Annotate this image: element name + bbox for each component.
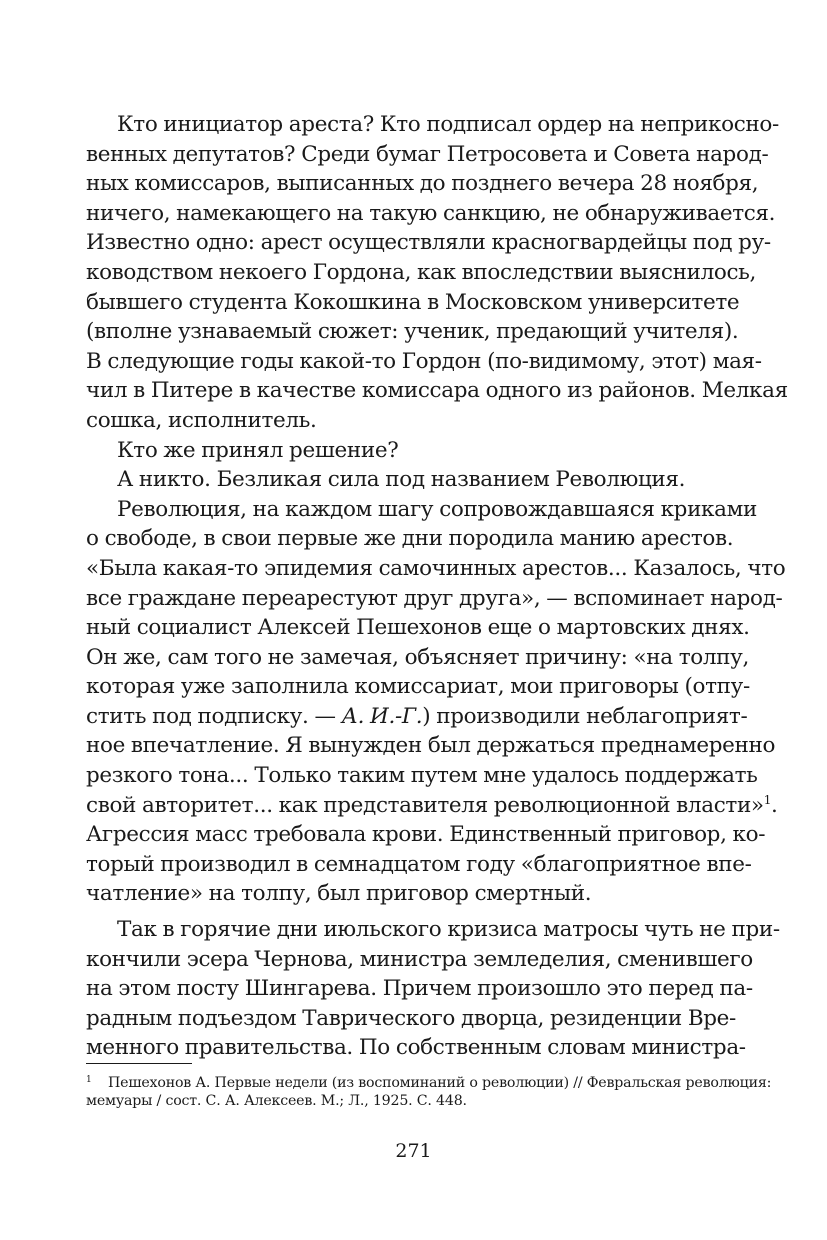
footnote-text: Пешехонов А. Первые недели (из воспоминаний о революции) // Февральская революция:	[108, 1075, 772, 1091]
text-line: резкого тона... Только таким путем мне удалось поддержать	[86, 763, 758, 789]
text-segment: ) производили неблагоприят-	[422, 703, 748, 729]
text-line: на этом посту Шингарева. Причем произошло это перед па-	[86, 976, 753, 1002]
text-line: венных депутатов? Среди бумаг Петросовета и Совета народ-	[86, 141, 769, 167]
text-line: бывшего студента Кокошкина в Московском университете	[86, 289, 740, 315]
text-line: Известно одно: арест осуществляли красногвардейцы под ру-	[86, 230, 771, 256]
text-line: радным подъездом Таврического дворца, резиденции Вре-	[86, 1005, 736, 1031]
text-line: Агрессия масс требовала крови. Единственный приговор, ко-	[86, 822, 766, 848]
text-line: ное впечатление. Я вынужден был держаться преднамеренно	[86, 733, 776, 759]
text-line: Революция, на каждом шагу сопровождавшаяся криками	[117, 496, 757, 522]
footnote-line: мемуары / сост. С. А. Алексеев. М.; Л., 1925. С. 448.	[86, 1093, 467, 1109]
text-line: менного правительства. По собственным словам министра-	[86, 1035, 746, 1061]
text-line: Кто инициатор ареста? Кто подписал ордер на неприкоснo-	[117, 112, 779, 137]
text-line: (вполне узнаваемый сюжет: ученик, предающий учителя).	[86, 319, 739, 345]
text-segment: свой авторитет... как представителя революционной власти»	[86, 792, 764, 818]
text-line: торый производил в семнадцатом году «благоприятное впе-	[86, 851, 752, 877]
text-line: о свободе, в свои первые же дни породила манию арестов.	[86, 526, 734, 552]
text-line: Он же, сам того не замечая, объясняет причину: «на толпу,	[86, 644, 749, 670]
main-text	[86, 110, 788, 1063]
text-line: ководством некоего Гордона, как впоследствии выяснилось,	[86, 259, 757, 285]
footnote-marker: 1	[86, 1075, 92, 1085]
footnote	[86, 1070, 772, 1112]
text-line: ных комиссаров, выписанных до позднего вечера 28 ноября,	[86, 171, 759, 197]
text-line: Кто же принял решение?	[117, 437, 399, 463]
text-line	[86, 702, 748, 732]
page-number: 271	[395, 1140, 432, 1162]
text-line: чил в Питере в качестве комиссара одного из районов. Мелкая	[86, 378, 788, 404]
text-segment: .	[771, 792, 778, 818]
footnote-line	[86, 1070, 772, 1091]
footnote-reference[interactable]: 1	[763, 792, 772, 807]
text-line: которая уже заполнила комиссариат, мои приговоры (отпу-	[86, 674, 750, 700]
text-line: В следующие годы какой-то Гордон (по-видимому, этот) мая-	[86, 348, 762, 374]
text-line: ничего, намекающего на такую санкцию, не обнаруживается.	[86, 200, 776, 226]
text-line: кончили эсера Чернова, министра земледелия, сменившего	[86, 946, 753, 972]
text-line: ный социалист Алексей Пешехонов еще о мартовских днях.	[86, 615, 750, 641]
text-segment: стить под подписку. —	[86, 703, 342, 729]
text-line: Так в горячие дни июльского кризиса матросы чуть не при-	[117, 917, 780, 943]
text-line: «Была какая-то эпидемия самочинных арестов... Казалось, что	[86, 555, 786, 581]
text-line: чатление» на толпу, был приговор смертный.	[86, 881, 592, 907]
text-line: все граждане переарестуют друг друга», — вспоминает народ-	[86, 585, 783, 611]
text-line	[86, 791, 778, 821]
author-initials: А. И.-Г.	[341, 703, 423, 729]
footnote-divider	[86, 1063, 192, 1064]
text-line: сошка, исполнитель.	[86, 407, 317, 433]
text-line: А никто. Безликая сила под названием Революция.	[117, 467, 686, 493]
